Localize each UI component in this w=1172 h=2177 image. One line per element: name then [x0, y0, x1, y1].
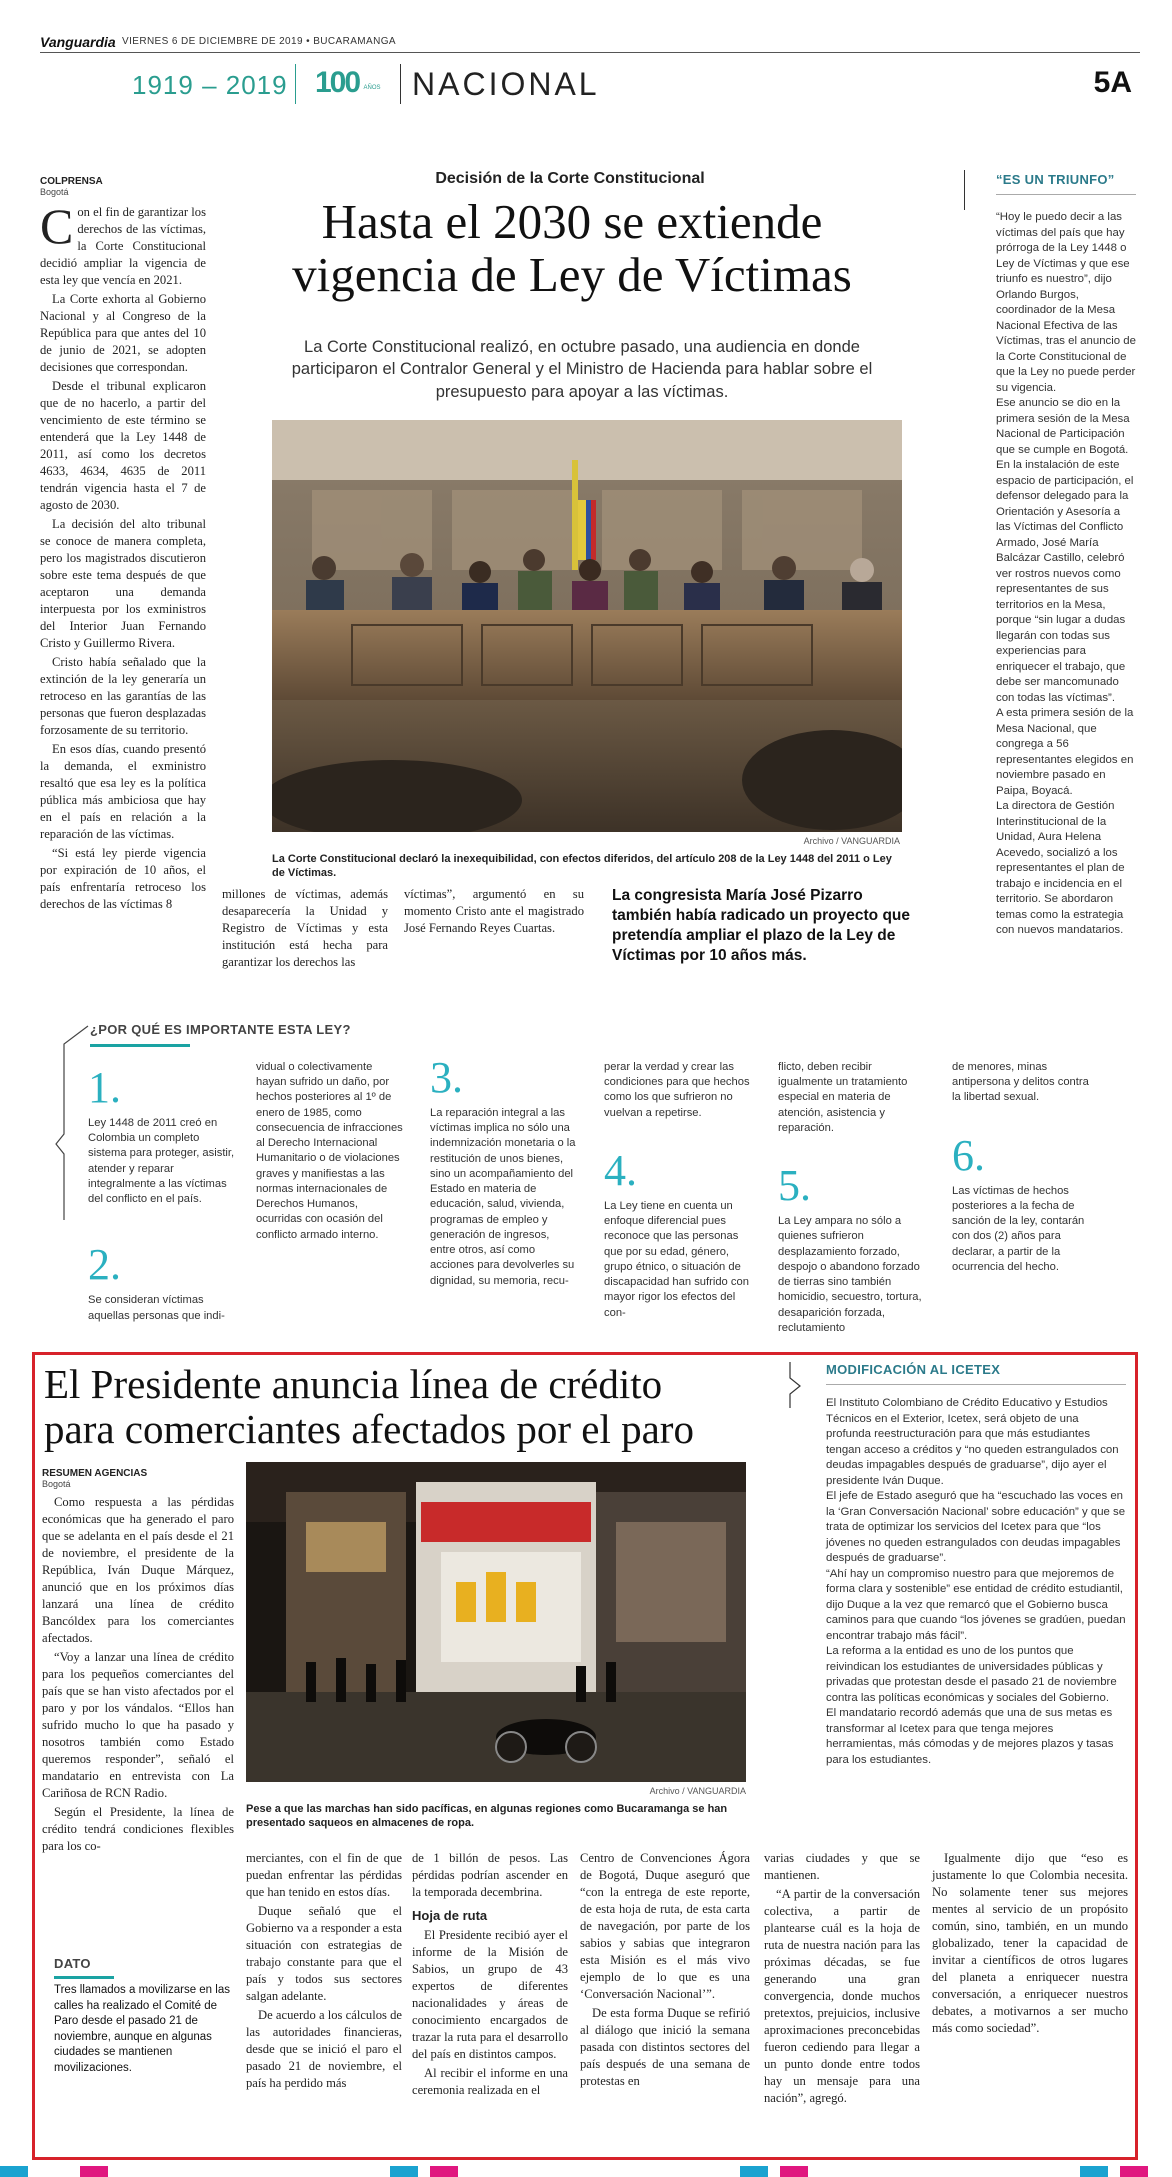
article-paragraph: “Voy a lanzar una línea de crédito para los pequeños comerciantes del país que se han visto afectados por el paro y por los vándalos. “Ellos han sufrido mucho lo que ha pasado y nosotros también como Estado queremos responder”, señaló el mandatario en entrevista con La Cariñosa de RCN Radio.: [42, 1650, 234, 1800]
sidebar-title: MODIFICACIÓN AL ICETEX: [826, 1362, 1001, 1377]
article1-column-2: millones de víctimas, además desaparecería la Unidad y Registro de Víctimas y esta institución está hecha para garantizar los derechos las: [222, 887, 388, 969]
article-paragraph: El Presidente recibió ayer el informe de la Misión de Sabios, un grupo de 43 expertos de diferentes nacionalidades y áreas de conocimiento encargados de trazar la ruta para el desarrollo del país en distintos campos.: [412, 1927, 568, 2061]
why-underline: [90, 1044, 190, 1047]
logo-small-text: AÑOS: [363, 84, 381, 91]
article-paragraph: Como respuesta a las pérdidas económicas que ha generado el paro que se adelanta en el país desde el 21 de noviembre, el presidente de la República, Iván Duque Márquez, anunció que en los próximos días lanzará una línea de crédito Bancóldex para los comerciantes afectados.: [42, 1495, 234, 1645]
article-paragraph: merciantes, con el fin de que puedan enfrentar las pérdidas que han tenido en estos días.: [246, 1851, 402, 1899]
article1-column-1: [40, 198, 206, 915]
article2-column-6: [932, 1850, 1128, 2039]
article-paragraph: Centro de Convenciones Ágora de Bogotá, Duque aseguró que “con la entrega de este reporte, de esta hoja de ruta, de esta carta de navegación, por parte de los sabios y sabias que integraron esta Misión es el más vivo ejemplo de lo que es una ‘Conversación Nacional’”.: [580, 1851, 750, 2001]
date-line: VIERNES 6 DE DICIEMBRE DE 2019 • BUCARAMANGA: [122, 36, 396, 47]
sidebar-bracket: [964, 170, 965, 210]
subhead: Hoja de ruta: [412, 1908, 488, 1923]
section-title: NACIONAL: [412, 66, 600, 102]
pull-quote: La congresista María José Pizarro también había radicado un proyecto que pretendía ampliar el plazo de la Ley de Víctimas por 10 años más.: [612, 887, 910, 965]
article2-column-1: [42, 1494, 234, 1857]
court-photo-image: [272, 420, 902, 832]
article-paragraph: Duque señaló que el Gobierno va a responder a esta situación con estrategias de trabajo constante para que el país y todos sus sectores salgan adelante.: [246, 1904, 402, 2003]
item-text: La reparación integral a las víctimas implica no sólo una indemnización monetaria o la restitución de unos bienes, sino un acompañamiento del Estado en materia de educación, salud, vivienda, programas de empleo y generación de ingresos, entre otros, así como acciones para devolverles su dignidad, su memoria, recu-: [430, 1107, 576, 1287]
top-rule: [40, 52, 1140, 53]
article-paragraph: De acuerdo a los cálculos de las autoridades financieras, desde que se inició el paro el pasado 21 de noviembre, el país ha perdido más: [246, 2008, 402, 2090]
item-number: 4.: [604, 1145, 637, 1195]
sidebar-paragraph: A esta primera sesión de la Mesa Nacional, que congrega a 56 representantes elegidos en noviembre pasado en Paipa, Boyacá.: [996, 707, 1134, 797]
logo-number: 100: [315, 66, 360, 99]
sidebar-paragraph: La directora de Gestión Interinstitucional de la Unidad, Aura Helena Acevedo, socializó a los representantes el plan de trabajo e incidencia en el territorio. Se abordaron temas como la estrategia con nuevos mandatarios.: [996, 800, 1125, 936]
photo-caption: Pese a que las marchas han sido pacíficas, en algunas regiones como Bucaramanga se han presentado saqueos en almacenes de ropa.: [246, 1803, 728, 1830]
article-paragraph: Según el Presidente, la línea de crédito tendrá condiciones flexibles para los co-: [42, 1805, 234, 1853]
item-number: 3.: [430, 1053, 463, 1102]
item-number: 5.: [778, 1161, 811, 1211]
why-column-5: [778, 1060, 926, 1336]
why-column-4: [604, 1060, 752, 1321]
byline-city: Bogotá: [40, 187, 69, 197]
headline-line: para comerciantes afectados por el paro: [44, 1406, 694, 1453]
item-text: de menores, minas antipersona y delitos contra la libertad sexual.: [952, 1061, 1089, 1104]
article1-column-3: víctimas”, argumentó en su momento Cristo ante el magistrado José Fernando Reyes Cuartas.: [404, 887, 584, 935]
years-divider: [295, 64, 296, 104]
byline: [42, 1468, 202, 1489]
article-headline: [222, 196, 922, 302]
sidebar-text: [826, 1396, 1126, 1768]
color-bar: [0, 2166, 1172, 2177]
sidebar-paragraph: El mandatario recordó además que una de sus metas es transformar al Icetex para que tenga mejores herramientas, más cómodas y de mejores plazos y tasas para los estudiantes.: [826, 1707, 1114, 1766]
article-paragraph: Al recibir el informe en una ceremonia realizada en el: [412, 2065, 568, 2097]
masthead: [40, 30, 1140, 110]
why-column-3: [430, 1053, 578, 1289]
why-column-2: vidual o colectivamente hayan sufrido un daño, por hechos posteriores al 1º de enero de 1985, como consecuencia de infracciones al Derecho Internacional Humanitario o de violaciones graves y manifiestas a las normas internacionales de Derechos Humanos, ocurridas con ocasión del conflicto armado interno.: [256, 1061, 403, 1241]
sidebar-underline: [826, 1384, 1126, 1385]
article-paragraph: varias ciudades y que se mantienen.: [764, 1851, 920, 1882]
article-paragraph: “A partir de la conversación colectiva, a partir de plantearse cuál es la hoja de ruta de nuestra nación para las próximas décadas, se fue generando una gran convergencia, donde muchos pretextos, prejuicios, inclusive aproximaciones preconcebidas fueron cediendo para llegar a un punto donde entre todos hay un mensaje para una nación”, agregó.: [764, 1887, 920, 2105]
article-text: on el fin de garantizar los derechos de las víctimas, la Corte Constitucional decidió ampliar la vigencia de esta ley que vencía en 2021.: [40, 205, 206, 287]
why-column-1: [88, 1063, 236, 1324]
item-text: Ley 1448 de 2011 creó en Colombia un completo sistema para proteger, asistir, atender y reparar integralmente a las víctimas del conflicto en el país.: [88, 1117, 235, 1206]
article-kicker: Decisión de la Corte Constitucional: [435, 170, 705, 187]
article2-column-5: [764, 1850, 920, 2109]
photo-caption: La Corte Constitucional declaró la inexequibilidad, con efectos diferidos, del artículo 208 de la Ley 1448 del 2011 o Ley de Víctimas.: [272, 853, 892, 880]
item-number: 2.: [88, 1240, 121, 1290]
street-photo: [246, 1462, 746, 1782]
court-photo: [272, 420, 902, 832]
sidebar-title: “ES UN TRIUNFO”: [996, 172, 1115, 187]
dropcap: C: [40, 198, 74, 254]
years-label: 1919 – 2019: [132, 70, 288, 100]
item-text: La Ley ampara no sólo a quienes sufrieron desplazamiento forzado, despojo o abandono forzado de tierras sino también homicidio, secuestro, tortura, desaparición forzada, reclutamiento: [778, 1215, 922, 1334]
item-text: flicto, deben recibir igualmente un tratamiento especial en materia de atención, asistencia y reparación.: [778, 1061, 908, 1134]
article-paragraph: de 1 billón de pesos. Las pérdidas podrían ascender en la temporada decembrina.: [412, 1851, 568, 1899]
item-text: La Ley tiene en cuenta un enfoque diferencial pues reconoce que las personas que por su edad, género, grupo étnico, o situación de discapacidad han sufrido con mayor rigor los efectos del con-: [604, 1199, 749, 1319]
article-paragraph: La decisión del alto tribunal se conoce de manera completa, pero los magistrados discutieron sobre este tema después de que aceptaron una demanda interpuesta por los exministros del Interior Juan Fernando Cristo y Guillermo Rivera.: [40, 517, 206, 650]
headline-line: El Presidente anuncia línea de crédito: [44, 1361, 663, 1407]
brand-name: Vanguardia: [40, 34, 116, 50]
street-photo-image: [246, 1462, 746, 1782]
sidebar-bracket: [788, 1360, 818, 1410]
sidebar-paragraph: “Ahí hay un compromiso nuestro para que mejoremos de forma clara y sostenible” ese entidad de crédito estudiantil, dijo Duque a la vez que remarcó que el Gobierno busca caminos para que cuando “los jóvenes se gradúen, puedan encontrar trabajo más fácil”.: [826, 1567, 1126, 1642]
item-number: 6.: [952, 1130, 985, 1180]
article2-column-3: [412, 1850, 568, 2101]
article-paragraph: “Si está ley pierde vigencia por expiración de 10 años, el país enfrentaría retroceso los derechos de las víctimas 8: [40, 846, 206, 911]
byline-agency: RESUMEN AGENCIAS: [42, 1468, 148, 1479]
item-text: perar la verdad y crear las condiciones para que hechos como los que sufrieron no vuelvan a repetirse.: [604, 1061, 750, 1119]
sidebar-paragraph: Ese anuncio se dio en la primera sesión de la Mesa Nacional de Participación que se cumple en Bogotá. En la instalación de este espacio de participación, el defensor delegado para la Orientación y Asesoría a las Víctimas del Conflicto Armado, José María Balcázar Castillo, celebró ver rostros nuevos como representantes de sus territorios en la Mesa, porque “sin lugar a dudas llegarán con todas sus experiencias para enriquecer el trabajo, que debe ser mancomunado con todas las víctimas”.: [996, 397, 1134, 704]
headline-line: Hasta el 2030 se extiende: [321, 194, 823, 249]
photo-credit: Archivo / VANGUARDIA: [649, 1786, 746, 1796]
section-divider: [400, 64, 401, 104]
byline: [40, 176, 200, 197]
why-title: ¿POR QUÉ ES IMPORTANTE ESTA LEY?: [90, 1022, 351, 1037]
byline-agency: COLPRENSA: [40, 176, 103, 187]
article-paragraph: Desde el tribunal explicaron que de no hacerlo, a partir del vencimiento de este término se entenderá que la Ley 1448 de 2011, así como los decretos 4633, 4634, 4635 de 2011 tendrán vigencia hasta el 7 de agosto de 2030.: [40, 379, 206, 512]
photo-credit: Archivo / VANGUARDIA: [803, 836, 900, 846]
sidebar-paragraph: La reforma a la entidad es uno de los puntos que reivindican los estudiantes de universidades públicas y privadas que protestan desde el pasado 21 de noviembre contra las políticas económicas y sociales del Gobierno.: [826, 1645, 1117, 1704]
article-paragraph: La Corte exhorta al Gobierno Nacional y al Congreso de la República para que antes del 10 de junio de 2021, se adopten decisiones que correspondan.: [40, 292, 206, 374]
dato-title: DATO: [54, 1956, 91, 1971]
headline-line: vigencia de Ley de Víctimas: [292, 246, 852, 302]
article-paragraph: De esta forma Duque se refirió al diálogo que inició la semana pasada con distintos sectores del país después de una semana de protestas en: [580, 2006, 750, 2088]
sidebar-underline: [996, 194, 1136, 195]
sidebar-paragraph: El Instituto Colombiano de Crédito Educativo y Estudios Técnicos en el Exterior, Icetex, será objeto de una profunda reestructuración para que más estudiantes tengan acceso a créditos y “no queden estrangulados con deudas impagables después de graduarse”, dijo ayer el presidente Iván Duque.: [826, 1397, 1119, 1487]
item-text: Las víctimas de hechos posteriores a la fecha de sanción de la ley, contarán con dos (2) años para declarar, a partir de la ocurrencia del hecho.: [952, 1184, 1085, 1273]
item-text: Se consideran víctimas aquellas personas que indi-: [88, 1294, 225, 1322]
article-paragraph: En esos días, cuando presentó la demanda, el exministro resaltó que esa ley es la política pública más ambiciosa que hay en el país en relación a la reparación de las víctimas.: [40, 742, 206, 841]
dato-text: Tres llamados a movilizarse en las calles ha realizado el Comité de Paro desde el pasado 21 de noviembre, aunque en algunas ciudades se mantienen movilizaciones.: [54, 1984, 230, 2074]
why-column-6: [952, 1060, 1100, 1275]
article2-column-4: [580, 1850, 750, 2092]
page-number: 5A: [1093, 66, 1132, 99]
sidebar-paragraph: “Hoy le puedo decir a las víctimas del país que hay prórroga de la Ley 1448 o Ley de Víctimas y que ese triunfo es nuestro”, dijo Orlando Burgos, coordinador de la Mesa Nacional Efectiva de las Víctimas, tras el anuncio de la Corte Constitucional de que la Ley no puede perder su vigencia.: [996, 211, 1136, 394]
article-paragraph: Cristo había señalado que la extinción de la ley generaría un retroceso en las garantías de las personas que fueron desplazadas forzosamente de su territorio.: [40, 655, 206, 737]
article-deck: La Corte Constitucional realizó, en octubre pasado, una audiencia en donde participaron el Contralor General y el Ministro de Hacienda para hablar sobre el presupuesto para apoyar a las víctimas.: [291, 338, 873, 401]
article2-column-2: [246, 1850, 402, 2094]
item-number: 1.: [88, 1063, 121, 1112]
anniversary-logo: [315, 66, 385, 102]
dato-box: [54, 1956, 234, 2076]
sidebar-paragraph: El jefe de Estado aseguró que ha “escuchado las voces en la ‘Gran Conversación Nacional’ sobre educación” y que se trata de optimizar los servicios del Icetex para que “los jóvenes no queden estrangulados con deudas impagables después de graduarse”.: [826, 1490, 1126, 1564]
article2-headline: [44, 1362, 804, 1452]
byline-city: Bogotá: [42, 1479, 71, 1489]
article-paragraph: Igualmente dijo que “eso es justamente lo que Colombia necesita. No solamente tener sus mejores mentes al servicio de un propósito común, sino, también, en un mundo globalizado, tener la capacidad de invitar a científicos de otros lugares del planeta a enriquecer nuestra conversación, a enriquecer nuestros debates, a motivarnos a ser mucho más como sociedad”.: [932, 1851, 1128, 2035]
sidebar-text: [996, 210, 1136, 939]
dato-underline: [54, 1976, 114, 1979]
